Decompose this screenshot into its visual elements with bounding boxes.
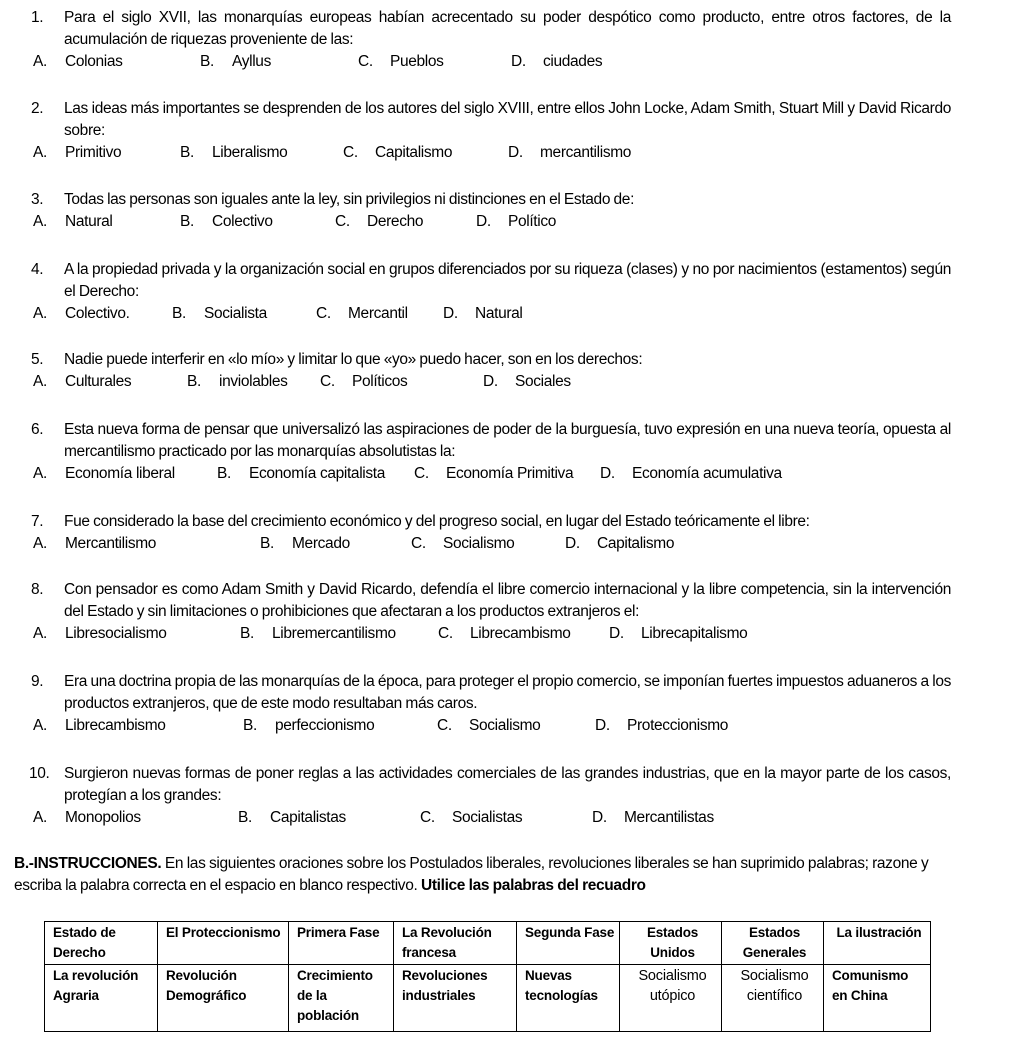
- option-text: Socialistas: [452, 809, 523, 826]
- question-stem: [29, 763, 951, 807]
- question-text: Fue considerado la base del crecimiento económico y del progreso social, en lugar del Estado teóricamente el libre:: [64, 513, 810, 530]
- option-text: Capitalismo: [375, 144, 453, 161]
- word-box-table: [44, 921, 931, 1032]
- answer-option: [335, 211, 423, 233]
- answer-option: [172, 303, 267, 325]
- option-letter: C.: [438, 625, 453, 642]
- option-text: Mercantil: [348, 305, 408, 322]
- option-letter: D.: [595, 717, 610, 734]
- word-box-cell: La Revolución francesa: [394, 922, 517, 965]
- question-6: [0, 419, 1027, 485]
- answer-options: [0, 623, 1027, 645]
- answer-option: [508, 142, 631, 164]
- answer-options: [0, 715, 1027, 737]
- option-letter: C.: [414, 465, 429, 482]
- answer-option: [414, 463, 573, 485]
- question-8: [0, 579, 1027, 645]
- question-3: [0, 189, 1027, 233]
- option-letter: A.: [33, 305, 47, 322]
- option-text: mercantilismo: [540, 144, 632, 161]
- question-1: [0, 7, 1027, 73]
- option-text: Políticos: [352, 373, 408, 390]
- word-box-cell: Primera Fase: [289, 922, 394, 965]
- answer-options: [0, 51, 1027, 73]
- question-number: 9.: [31, 673, 44, 690]
- answer-option: [33, 142, 121, 164]
- question-2: [0, 98, 1027, 164]
- option-letter: B.: [217, 465, 231, 482]
- option-letter: A.: [33, 144, 47, 161]
- answer-option: [33, 623, 167, 645]
- answer-option: [609, 623, 747, 645]
- option-text: Economía liberal: [65, 465, 175, 482]
- question-10: [0, 763, 1027, 829]
- answer-option: [33, 303, 130, 325]
- answer-option: [437, 715, 540, 737]
- question-text: Las ideas más importantes se desprenden de los autores del siglo XVIII, entre ellos John Locke, Adam Smith, Stuart Mill y David Ricardo sobre:: [64, 100, 951, 139]
- word-box-cell: Socialismo científico: [722, 965, 824, 1032]
- question-stem: [31, 579, 951, 623]
- answer-option: [33, 463, 175, 485]
- answer-option: [180, 211, 273, 233]
- option-letter: B.: [243, 717, 257, 734]
- question-stem: [31, 671, 951, 715]
- option-text: Mercantilistas: [624, 809, 714, 826]
- option-letter: D.: [565, 535, 580, 552]
- answer-option: [595, 715, 728, 737]
- answer-option: [358, 51, 444, 73]
- question-stem: [31, 511, 951, 533]
- question-text: Nadie puede interferir en «lo mío» y limitar lo que «yo» puedo hacer, son en los derechos:: [64, 351, 643, 368]
- option-text: Sociales: [515, 373, 571, 390]
- option-text: Colonias: [65, 53, 123, 70]
- answer-option: [180, 142, 287, 164]
- answer-option: [187, 371, 288, 393]
- option-text: Economía capitalista: [249, 465, 386, 482]
- question-stem: [31, 259, 951, 303]
- answer-option: [511, 51, 602, 73]
- option-text: Libremercantilismo: [272, 625, 396, 642]
- answer-option: [592, 807, 714, 829]
- option-text: Natural: [65, 213, 113, 230]
- option-letter: A.: [33, 625, 47, 642]
- instructions: [14, 853, 964, 897]
- answer-option: [33, 715, 166, 737]
- question-number: 7.: [31, 513, 44, 530]
- option-letter: C.: [320, 373, 335, 390]
- option-text: ciudades: [543, 53, 603, 70]
- option-letter: B.: [260, 535, 274, 552]
- question-stem: [31, 7, 951, 51]
- question-number: 2.: [31, 100, 44, 117]
- option-letter: C.: [420, 809, 435, 826]
- option-letter: B.: [172, 305, 186, 322]
- option-text: Político: [508, 213, 557, 230]
- instructions-text: En las siguientes oraciones sobre los Postulados liberales, revoluciones liberales se han suprimido palabras; razone y escriba la palabra correcta en el espacio en blanco respectivo.: [14, 855, 929, 894]
- question-text: Con pensador es como Adam Smith y David Ricardo, defendía el libre comercio internacional y la libre competencia, sin la intervención del Estado y sin limitaciones o prohibiciones que afectaran a los productos extranjeros el:: [64, 581, 951, 620]
- option-letter: D.: [592, 809, 607, 826]
- option-letter: C.: [316, 305, 331, 322]
- question-text: Surgieron nuevas formas de poner reglas a las actividades comerciales de las grandes industrias, que en la mayor parte de los casos, protegían a los grandes:: [64, 765, 951, 804]
- question-stem: [31, 419, 951, 463]
- option-letter: B.: [238, 809, 252, 826]
- question-text: Era una doctrina propia de las monarquías de la época, para proteger el propio comercio, se imponían fuertes impuestos aduaneros a los productos extranjeros, que de este modo resultaban más caros.: [64, 673, 951, 712]
- option-text: Culturales: [65, 373, 132, 390]
- question-stem: [31, 98, 951, 142]
- option-text: Natural: [475, 305, 523, 322]
- option-text: Socialismo: [469, 717, 541, 734]
- option-letter: D.: [443, 305, 458, 322]
- option-text: Economía Primitiva: [446, 465, 574, 482]
- answer-option: [600, 463, 782, 485]
- answer-options: [0, 371, 1027, 393]
- answer-option: [33, 211, 113, 233]
- word-box-cell: La ilustración: [824, 922, 931, 965]
- option-letter: C.: [335, 213, 350, 230]
- option-text: Primitivo: [65, 144, 122, 161]
- option-letter: D.: [511, 53, 526, 70]
- question-number: 8.: [31, 581, 44, 598]
- option-letter: A.: [33, 809, 47, 826]
- option-text: Capitalismo: [597, 535, 675, 552]
- question-text: A la propiedad privada y la organización social en grupos diferenciados por su riqueza (clases) y no por nacimientos (estamentos) según el Derecho:: [64, 261, 951, 300]
- answer-option: [443, 303, 523, 325]
- answer-option: [483, 371, 571, 393]
- answer-option: [243, 715, 374, 737]
- option-text: Colectivo: [212, 213, 273, 230]
- answer-option: [420, 807, 522, 829]
- answer-option: [343, 142, 452, 164]
- question-number: 1.: [31, 9, 44, 26]
- word-box-row: [45, 965, 931, 1032]
- option-text: Librecambismo: [65, 717, 166, 734]
- option-text: Colectivo.: [65, 305, 130, 322]
- option-text: Pueblos: [390, 53, 444, 70]
- question-stem: [31, 349, 951, 371]
- option-letter: A.: [33, 717, 47, 734]
- option-text: Socialista: [204, 305, 267, 322]
- option-text: Mercado: [292, 535, 350, 552]
- option-text: Ayllus: [232, 53, 271, 70]
- answer-option: [565, 533, 674, 555]
- question-number: 5.: [31, 351, 44, 368]
- answer-option: [438, 623, 571, 645]
- option-letter: A.: [33, 373, 47, 390]
- option-letter: D.: [483, 373, 498, 390]
- answer-option: [320, 371, 407, 393]
- answer-options: [0, 807, 1027, 829]
- word-box-cell: Comunismo en China: [824, 965, 931, 1032]
- question-number: 10.: [29, 765, 50, 782]
- option-text: Librecambismo: [470, 625, 571, 642]
- option-text: Economía acumulativa: [632, 465, 782, 482]
- question-5: [0, 349, 1027, 393]
- word-box-cell: Estados Generales: [722, 922, 824, 965]
- answer-options: [0, 303, 1027, 325]
- question-stem: [31, 189, 951, 211]
- option-letter: B.: [240, 625, 254, 642]
- option-letter: B.: [187, 373, 201, 390]
- option-letter: C.: [437, 717, 452, 734]
- option-letter: D.: [600, 465, 615, 482]
- answer-option: [411, 533, 514, 555]
- answer-option: [33, 371, 131, 393]
- question-number: 3.: [31, 191, 44, 208]
- option-text: Librecapitalismo: [641, 625, 748, 642]
- option-text: Derecho: [367, 213, 424, 230]
- option-letter: B.: [180, 144, 194, 161]
- word-box-cell: Estado de Derecho: [45, 922, 158, 965]
- option-text: Mercantilismo: [65, 535, 157, 552]
- option-letter: B.: [180, 213, 194, 230]
- word-box-cell: Revolución Demográfico: [158, 965, 289, 1032]
- word-box-cell: La revolución Agraria: [45, 965, 158, 1032]
- answer-options: [0, 142, 1027, 164]
- option-text: inviolables: [219, 373, 288, 390]
- answer-option: [260, 533, 350, 555]
- answer-option: [33, 807, 141, 829]
- answer-option: [217, 463, 385, 485]
- answer-options: [0, 463, 1027, 485]
- option-text: Libresocialismo: [65, 625, 167, 642]
- answer-option: [33, 51, 123, 73]
- option-letter: C.: [343, 144, 358, 161]
- answer-option: [476, 211, 556, 233]
- option-letter: C.: [411, 535, 426, 552]
- answer-option: [316, 303, 408, 325]
- answer-option: [200, 51, 271, 73]
- option-letter: C.: [358, 53, 373, 70]
- option-letter: B.: [200, 53, 214, 70]
- option-text: perfeccionismo: [275, 717, 375, 734]
- question-text: Todas las personas son iguales ante la ley, sin privilegios ni distinciones en el Estado de:: [64, 191, 635, 208]
- option-letter: D.: [508, 144, 523, 161]
- word-box-row: [45, 922, 931, 965]
- question-7: [0, 511, 1027, 555]
- option-text: Socialismo: [443, 535, 515, 552]
- option-text: Liberalismo: [212, 144, 288, 161]
- option-letter: D.: [609, 625, 624, 642]
- word-box-cell: Estados Unidos: [620, 922, 722, 965]
- option-letter: D.: [476, 213, 491, 230]
- word-box-cell: Revoluciones industriales: [394, 965, 517, 1032]
- question-text: Para el siglo XVII, las monarquías europeas habían acrecentado su poder despótico como producto, entre otros factores, de la acumulación de riquezas proveniente de las:: [64, 9, 951, 48]
- option-text: Proteccionismo: [627, 717, 729, 734]
- answer-options: [0, 533, 1027, 555]
- answer-option: [238, 807, 346, 829]
- question-9: [0, 671, 1027, 737]
- option-letter: A.: [33, 213, 47, 230]
- answer-options: [0, 211, 1027, 233]
- question-number: 6.: [31, 421, 44, 438]
- instructions-emphasis: Utilice las palabras del recuadro: [421, 877, 646, 894]
- word-box-cell: Nuevas tecnologías: [517, 965, 620, 1032]
- option-letter: A.: [33, 535, 47, 552]
- option-letter: A.: [33, 465, 47, 482]
- question-text: Esta nueva forma de pensar que universalizó las aspiraciones de poder de la burguesía, tuvo expresión en una nueva teoría, opuesta al mercantilismo practicado por las monarquías absolutistas la:: [64, 421, 951, 460]
- instructions-heading: B.-INSTRUCCIONES.: [14, 855, 162, 872]
- answer-option: [33, 533, 156, 555]
- word-box-cell: El Proteccionismo: [158, 922, 289, 965]
- word-box-cell: Socialismo utópico: [620, 965, 722, 1032]
- answer-option: [240, 623, 396, 645]
- option-text: Capitalistas: [270, 809, 346, 826]
- option-letter: A.: [33, 53, 47, 70]
- word-box-cell: Crecimiento de la población: [289, 965, 394, 1032]
- question-4: [0, 259, 1027, 325]
- option-text: Monopolios: [65, 809, 141, 826]
- question-number: 4.: [31, 261, 44, 278]
- word-box-cell: Segunda Fase: [517, 922, 620, 965]
